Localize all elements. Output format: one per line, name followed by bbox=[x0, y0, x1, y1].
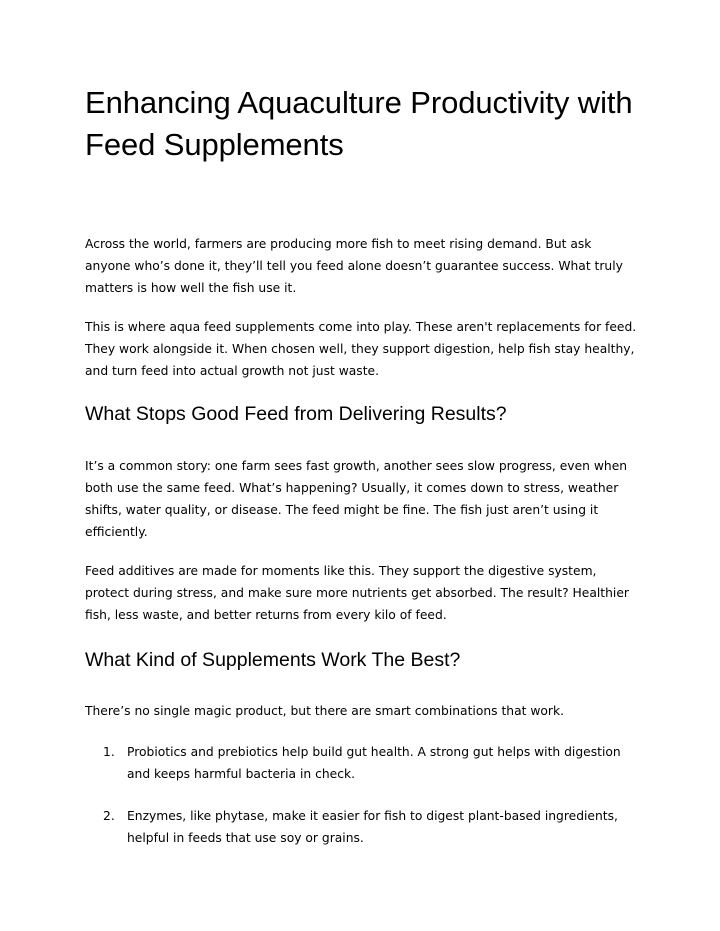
list-item-text: Probiotics and prebiotics help build gut health. A strong gut helps with digestion and keeps harmful bacteria in check. bbox=[127, 745, 621, 781]
list-item-number: 1. bbox=[103, 745, 115, 759]
section-heading-1: What Stops Good Feed from Delivering Results? bbox=[85, 403, 507, 425]
section-1-paragraph-1: It’s a common story: one farm sees fast growth, another sees slow progress, even when both use the same feed. What’s happening? Usually, it comes down to stress, weather shifts, water quality, or disease. The feed might be fine. The fish just aren’t using it efficiently. bbox=[85, 459, 628, 539]
intro-paragraph-1: Across the world, farmers are producing more fish to meet rising demand. But ask anyone who’s done it, they’ll tell you feed alone doesn’t guarantee success. What truly matters is how well the fish use it. bbox=[85, 237, 623, 295]
intro-paragraph-2: This is where aqua feed supplements come into play. These aren't replacements for feed. They work alongside it. When chosen well, they support digestion, help fish stay healthy, and turn feed into actual growth not just waste. bbox=[85, 320, 637, 378]
list-item-number: 2. bbox=[103, 809, 115, 823]
section-2-paragraph-1: There’s no single magic product, but there are smart combinations that work. bbox=[85, 704, 565, 718]
list-item-text: Enzymes, like phytase, make it easier for fish to digest plant-based ingredients, helpful in feeds that use soy or grains. bbox=[127, 809, 618, 845]
document-title: Enhancing Aquaculture Productivity with Feed Supplements bbox=[85, 85, 633, 162]
section-1-paragraph-2: Feed additives are made for moments like this. They support the digestive system, protect during stress, and make sure more nutrients get absorbed. The result? Healthier fish, less waste, and better returns from every kilo of feed. bbox=[85, 564, 629, 622]
section-heading-2: What Kind of Supplements Work The Best? bbox=[85, 649, 461, 671]
